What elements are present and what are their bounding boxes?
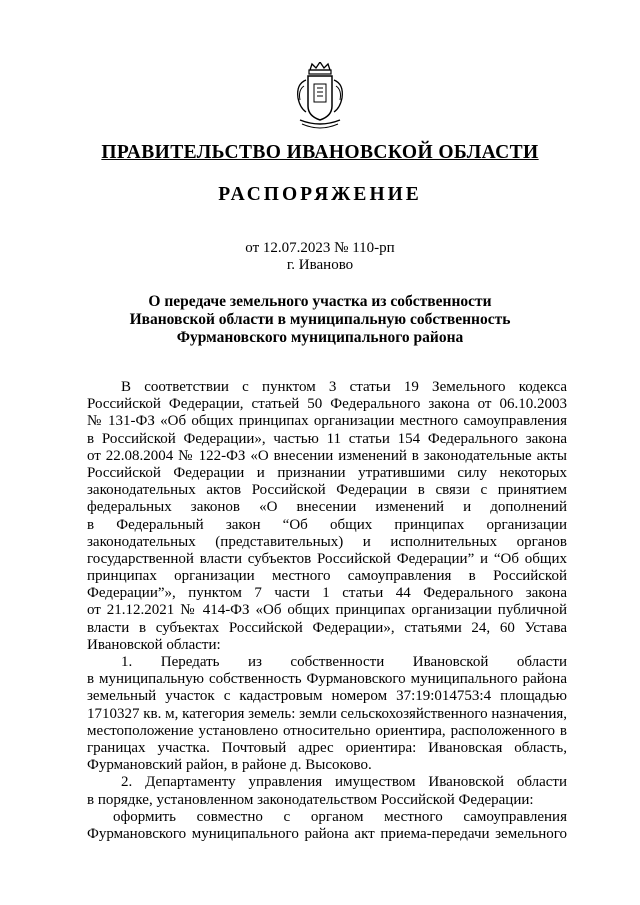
- title-line: Фурмановского муниципального района: [176, 329, 464, 346]
- body-line: в муниципальную собственность Фурмановского муниципального района: [87, 671, 567, 688]
- body-line: местоположение установлено относительно ориентира, расположенного в: [87, 722, 567, 739]
- body-line: принципах организации местного самоуправления в Российской: [87, 568, 567, 585]
- body-line: оформить совместно с органом местного самоуправления: [113, 808, 567, 825]
- title-line: Ивановской области в муниципальную собственность: [129, 311, 511, 328]
- body-line: Фурмановский район, в районе д. Высоково.: [87, 757, 372, 774]
- body-line: 1710327 кв. м, категория земель: земли сельскохозяйственного назначения,: [87, 705, 567, 722]
- body-line: № 131-ФЗ «Об общих принципах организации местного самоуправления: [87, 413, 567, 430]
- title-line: О передаче земельного участка из собственности: [148, 293, 492, 310]
- body-line: земельный участок с кадастровым номером 37:19:014753:4 площадью: [87, 688, 567, 705]
- body-line: законодательных актов Российской Федерации в связи с принятием: [87, 482, 567, 499]
- body-line: В соответствии с пунктом 3 статьи 19 Земельного кодекса: [121, 379, 567, 395]
- body-line: Федерации”», пунктом 7 части 1 статьи 44 Федерального закона: [87, 585, 567, 602]
- document-type-heading: РАСПОРЯЖЕНИЕ: [218, 184, 422, 205]
- body-line: от 21.12.2021 № 414-ФЗ «Об общих принципах организации публичной: [87, 602, 567, 619]
- body-line: границах участка. Почтовый адрес ориентира: Ивановская область,: [87, 739, 567, 756]
- body-line: от 22.08.2004 № 122-ФЗ «О внесении изменений в законодательные акты: [87, 447, 567, 464]
- document-body: [87, 379, 567, 843]
- body-line: власти в субъектах Российской Федерации», статьями 24, 60 Устава: [87, 619, 567, 636]
- body-line: Фурмановского муниципального района акт приема-передачи земельного: [87, 825, 567, 842]
- body-line: государственной власти субъектов Российской Федерации” и “Об общих: [87, 550, 567, 567]
- date-and-number: от 12.07.2023 № 110-рп: [245, 240, 395, 256]
- body-line: 1. Передать из собственности Ивановской области: [121, 654, 567, 670]
- coat-of-arms-icon: [290, 62, 350, 132]
- body-line: в порядке, установленном законодательством Российской Федерации:: [87, 791, 534, 808]
- body-line: законодательных (представительных) и исполнительных органов: [87, 533, 567, 550]
- body-line: федеральных законов «О внесении изменений и дополнений: [87, 499, 567, 516]
- body-line: 2. Департаменту управления имуществом Ивановской области: [121, 774, 567, 791]
- organization-heading: ПРАВИТЕЛЬСТВО ИВАНОВСКОЙ ОБЛАСТИ: [101, 142, 539, 163]
- document-title: [80, 293, 560, 347]
- body-line: Российской Федерации и признании утратившими силу некоторых: [87, 464, 567, 481]
- body-line: в Российской Федерации», частью 11 статьи 154 Федерального закона: [87, 430, 567, 447]
- body-line: в Федеральный закон “Об общих принципах организации: [87, 516, 567, 533]
- body-line: Российской Федерации, статьей 50 Федерального закона от 06.10.2003: [87, 396, 567, 413]
- city: г. Иваново: [286, 257, 354, 273]
- body-line: Ивановской области:: [87, 636, 221, 653]
